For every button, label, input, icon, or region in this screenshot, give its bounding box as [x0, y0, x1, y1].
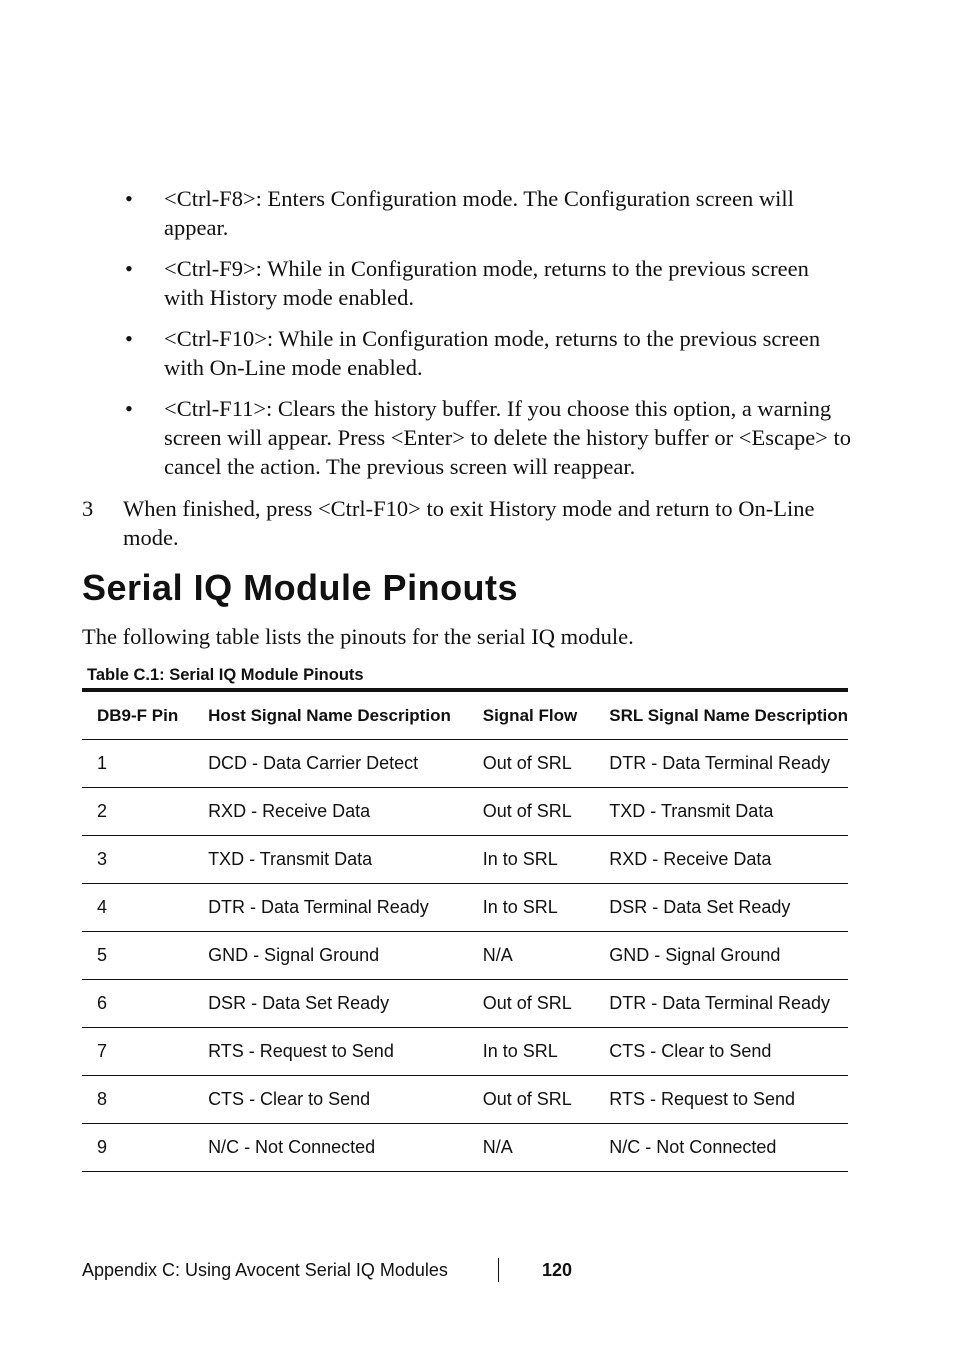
cell-signal-flow: Out of SRL — [468, 740, 595, 788]
cell-signal-flow: Out of SRL — [468, 788, 595, 836]
bullet-item — [82, 394, 852, 481]
cell-signal-flow: In to SRL — [468, 884, 595, 932]
bullet-marker: • — [125, 186, 133, 211]
cell-pin: 7 — [82, 1028, 193, 1076]
cell-pin: 3 — [82, 836, 193, 884]
cell-srl-signal: RXD - Receive Data — [594, 836, 848, 884]
cell-host-signal: RXD - Receive Data — [193, 788, 468, 836]
table-row — [82, 740, 848, 788]
bullet-text: <Ctrl-F9>: While in Configuration mode, returns to the previous screen with History mode enabled. — [164, 256, 809, 310]
cell-srl-signal: DSR - Data Set Ready — [594, 884, 848, 932]
cell-pin: 6 — [82, 980, 193, 1028]
cell-host-signal: N/C - Not Connected — [193, 1124, 468, 1172]
table-row — [82, 1028, 848, 1076]
header-host-signal: Host Signal Name Description — [193, 690, 468, 740]
table-row — [82, 884, 848, 932]
step-text: When finished, press <Ctrl-F10> to exit History mode and return to On-Line mode. — [123, 496, 815, 550]
bullet-marker: • — [125, 396, 133, 421]
table-row — [82, 932, 848, 980]
bullet-item — [82, 184, 852, 242]
cell-signal-flow: N/A — [468, 932, 595, 980]
table-row — [82, 1076, 848, 1124]
cell-srl-signal: N/C - Not Connected — [594, 1124, 848, 1172]
cell-pin: 9 — [82, 1124, 193, 1172]
cell-srl-signal: CTS - Clear to Send — [594, 1028, 848, 1076]
cell-host-signal: GND - Signal Ground — [193, 932, 468, 980]
table-header-row — [82, 690, 848, 740]
cell-signal-flow: Out of SRL — [468, 1076, 595, 1124]
intro-paragraph: The following table lists the pinouts for the serial IQ module. — [82, 624, 634, 649]
header-srl-signal: SRL Signal Name Description — [594, 690, 848, 740]
header-db9-pin: DB9-F Pin — [82, 690, 193, 740]
cell-host-signal: TXD - Transmit Data — [193, 836, 468, 884]
table-row — [82, 980, 848, 1028]
numbered-step — [82, 494, 848, 552]
bullet-text: <Ctrl-F10>: While in Configuration mode, returns to the previous screen with On-Line mode enabled. — [164, 326, 821, 380]
cell-srl-signal: TXD - Transmit Data — [594, 788, 848, 836]
page-footer — [82, 1258, 682, 1282]
cell-srl-signal: DTR - Data Terminal Ready — [594, 740, 848, 788]
cell-host-signal: DTR - Data Terminal Ready — [193, 884, 468, 932]
section-heading: Serial IQ Module Pinouts — [82, 567, 519, 608]
footer-divider — [498, 1258, 499, 1282]
cell-host-signal: CTS - Clear to Send — [193, 1076, 468, 1124]
footer-section-title: Appendix C: Using Avocent Serial IQ Modules — [82, 1260, 448, 1280]
bullet-list — [82, 184, 852, 493]
bullet-item — [82, 254, 852, 312]
cell-signal-flow: In to SRL — [468, 836, 595, 884]
cell-host-signal: DSR - Data Set Ready — [193, 980, 468, 1028]
page-number: 120 — [542, 1260, 573, 1280]
cell-srl-signal: RTS - Request to Send — [594, 1076, 848, 1124]
bullet-item — [82, 324, 852, 382]
cell-srl-signal: GND - Signal Ground — [594, 932, 848, 980]
cell-signal-flow: N/A — [468, 1124, 595, 1172]
pinouts-table — [82, 688, 848, 1172]
cell-srl-signal: DTR - Data Terminal Ready — [594, 980, 848, 1028]
table-row — [82, 836, 848, 884]
cell-pin: 2 — [82, 788, 193, 836]
bullet-marker: • — [125, 256, 133, 281]
table-caption: Table C.1: Serial IQ Module Pinouts — [87, 666, 364, 684]
bullet-marker: • — [125, 326, 133, 351]
table-row — [82, 788, 848, 836]
header-signal-flow: Signal Flow — [468, 690, 595, 740]
table-row — [82, 1124, 848, 1172]
step-number: 3 — [82, 496, 94, 521]
cell-pin: 1 — [82, 740, 193, 788]
cell-pin: 5 — [82, 932, 193, 980]
cell-signal-flow: In to SRL — [468, 1028, 595, 1076]
bullet-text: <Ctrl-F11>: Clears the history buffer. If you choose this option, a warning screen will appear. Press <Enter> to delete the history buffer or <Escape> to cancel the action. The previous screen will reappear. — [164, 396, 851, 479]
cell-host-signal: DCD - Data Carrier Detect — [193, 740, 468, 788]
cell-pin: 8 — [82, 1076, 193, 1124]
cell-host-signal: RTS - Request to Send — [193, 1028, 468, 1076]
cell-pin: 4 — [82, 884, 193, 932]
bullet-text: <Ctrl-F8>: Enters Configuration mode. The Configuration screen will appear. — [164, 186, 794, 240]
cell-signal-flow: Out of SRL — [468, 980, 595, 1028]
